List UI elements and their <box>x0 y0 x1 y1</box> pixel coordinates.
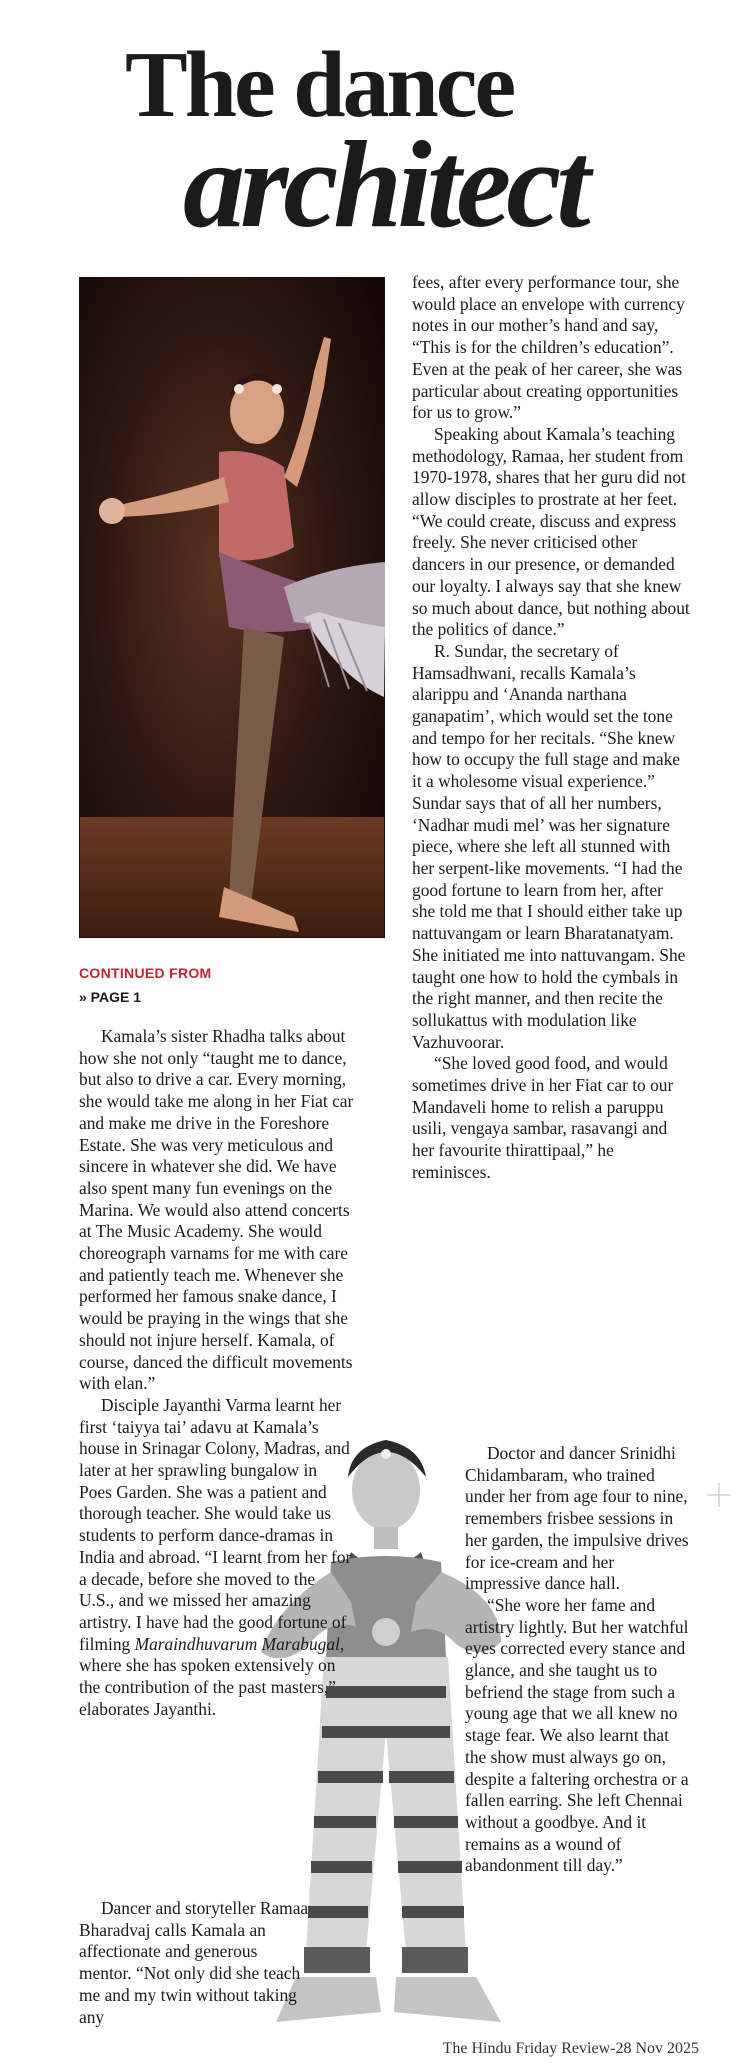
footer-source: The Hindu Friday Review-28 Nov 2025 <box>442 2040 699 2057</box>
continued-from-label: CONTINUED FROM <box>79 965 212 981</box>
paragraph-fame: “She wore her fame and artistry lightly. But her watchful eyes corrected every stance and glance, and she taught us to befriend the stage from such a young age that we all knew no stage fear. We also learnt that the show must always go on, despite a faltering orchestra or a fallen earring. She left Chennai without a goodbye. And it remains as a wound of abandonment till day.” <box>465 1594 689 1876</box>
headline-line-2: architect <box>183 116 586 253</box>
continued-from-block <box>79 965 212 1005</box>
paragraph-methodology: Speaking about Kamala’s teaching methodology, Ramaa, her student from 1970-1978, shares that her guru did not allow disciples to prostrate at her feet. “We could create, discuss and express freely. She never criticised other dancers in our presence, or demanded our loyalty. I always say that she knew so much about dance, but nothing about the politics of dance.” <box>412 423 690 640</box>
left-column-bottom <box>79 1898 309 2028</box>
continued-page-ref: » PAGE 1 <box>79 989 141 1005</box>
paragraph-srinidhi: Doctor and dancer Srinidhi Chidambaram, who trained under her from age four to nine, remembers frisbee sessions in her garden, the impulsive drives for ice-cream and her impressive dance hall. <box>465 1443 689 1594</box>
left-column-top <box>79 1026 357 1721</box>
right-column-top <box>412 272 690 1184</box>
paragraph-sundar: R. Sundar, the secretary of Hamsadhwani, recalls Kamala’s alarippu and ‘Ananda narthana ganapatim’, which would set the tone and tempo for her recitals. “She knew how to occupy the full stage and make it a wholesome visual experience.” Sundar says that of all her numbers, ‘Nadhar mudi mel’ was her signature piece, where she left all stunned with her serpent-like movements. “I had the good fortune to learn from her, after she told me that I should either take up nattuvangam or learn Bharatanatyam. She initiated me into nattuvangam. She taught one how to hold the cymbals in the right manner, and then recite the sollukattus with modulation like Vazhuvoorar. <box>412 640 686 1052</box>
headline-line-1: The dance <box>125 33 514 137</box>
registration-mark-icon <box>707 1483 731 1507</box>
paragraph-food: “She loved good food, and would sometimes drive in her Fiat car to our Mandaveli home to relish a paruppu usili, vengaya sambar, rasavangi and her favourite thirattipaal,” he reminisces. <box>412 1053 674 1182</box>
paragraph-ramaa: Dancer and storyteller Ramaa Bharadvaj calls Kamala an affectionate and generous mentor. “Not only did she teach me and my twin without taking any <box>79 1898 309 2027</box>
paragraph-fees: fees, after every performance tour, she would place an envelope with currency notes in our mother’s hand and say, “This is for the children’s education”. Even at the peak of her career, she was particular about creating opportunities for us to grow.” <box>412 272 685 423</box>
paragraph-rhadha: Kamala’s sister Rhadha talks about how she not only “taught me to dance, but also to drive a car. Every morning, she would take me along in her Fiat car and make me drive in the Foreshore Estate. She was very meticulous and sincere in whatever she did. We have also spent many fun evenings on the Marina. We would also attend concerts at The Music Academy. She would choreograph varnams for me with care and patiently teach me. Whenever she performed her famous snake dance, I would be praying in the wings that she should not injure herself. Kamala, of course, danced the difficult movements with elan.” <box>79 1026 354 1394</box>
dancer-photo-color <box>79 277 385 938</box>
paragraph-jayanthi-start: Disciple Jayanthi Varma learnt her first ‘taiyya tai’ adavu at Kamala’s house in Srinagar Colony, Madras, and later at her sprawling bungalow in Poes Garden. She was a patient and thorough teacher. She would take us students to perform dance-dramas in India and abroad. “I learnt from her for a decade, before she moved to the U.S., and we missed her amazing artistry. I have had the good fortune of filming Maraindhuvarum Marabugal, where she has spoken extensively on the contribution of the past masters,” elaborates Jayanthi. <box>79 1394 352 1719</box>
right-column-bottom <box>465 1443 691 1877</box>
film-title: Maraindhuvarum Marabugal <box>134 1633 340 1654</box>
